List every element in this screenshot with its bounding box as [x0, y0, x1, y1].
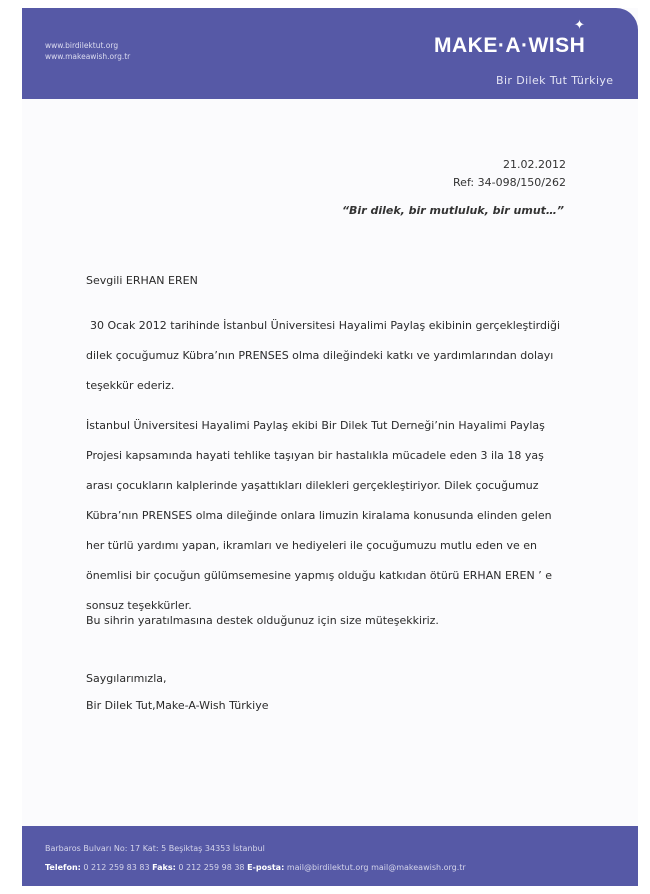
body-paragraph: İstanbul Üniversitesi Hayalimi Paylaş ekibi Bir Dilek Tut Derneği’nin Hayalimi Paylaş Projesi kapsamında hayati tehlike taşıyan bir hastalıkla mücadele eden 3 ila 18 yaş arası çocukların kalplerinde yaşattıkları dilekleri gerçekleştiriyor. Dilek çocuğumuz Kübra’nın PRENSES olma dileğinde onlara limuzin kiralama konusunda elinden gelen her türlü yardımı yapan, ikramları ve hediyeleri ile çocuğumuzu mutlu eden ve en önemlisi bir çocuğun gülümsemesine yapmış olduğu katkıdan ötürü ERHAN EREN ’ e sonsuz teşekkürler. [86, 419, 552, 612]
email-address[interactable]: mail@makeawish.org.tr [371, 863, 466, 872]
closing-salutation: Saygılarımızla, [86, 672, 167, 685]
email-address[interactable]: mail@birdilektut.org [286, 863, 369, 872]
tagline: Bir Dilek Tut Türkiye [496, 74, 614, 87]
letter-footer [22, 826, 638, 886]
fax-label: Faks: [152, 863, 176, 872]
website-link[interactable]: www.makeawish.org.tr [45, 52, 131, 61]
body-paragraph: Bu sihrin yaratılmasına destek olduğunuz için size müteşekkiriz. [86, 614, 439, 627]
motto: “Bir dilek, bir mutluluk, bir umut…” [341, 204, 564, 217]
signature-line: Bir Dilek Tut,Make-A-Wish Türkiye [86, 699, 269, 712]
reference-number: Ref: 34-098/150/262 [453, 176, 566, 189]
postal-address: Barbaros Bulvarı No: 17 Kat: 5 Beşiktaş 34353 İstanbul [45, 844, 265, 853]
contact-line [45, 863, 466, 872]
website-link[interactable]: www.birdilektut.org [45, 41, 119, 50]
letterhead [22, 8, 638, 99]
fax-number: 0 212 259 98 38 [178, 863, 245, 872]
phone-label: Telefon: [45, 863, 81, 872]
letter-date: 21.02.2012 [503, 158, 566, 171]
website-links [45, 40, 130, 62]
star-icon: ✦ [574, 18, 585, 33]
make-a-wish-logo: MAKE·A·WISH [434, 34, 586, 57]
body-paragraph: 30 Ocak 2012 tarihinde İstanbul Üniversitesi Hayalimi Paylaş ekibinin gerçekleştirdiği dilek çocuğumuz Kübra’nın PRENSES olma dileğindeki katkı ve yardımlarından dolayı teşekkür ederiz. [86, 319, 561, 392]
phone-number: 0 212 259 83 83 [83, 863, 150, 872]
greeting: Sevgili ERHAN EREN [86, 274, 198, 287]
email-label: E-posta: [247, 863, 285, 872]
